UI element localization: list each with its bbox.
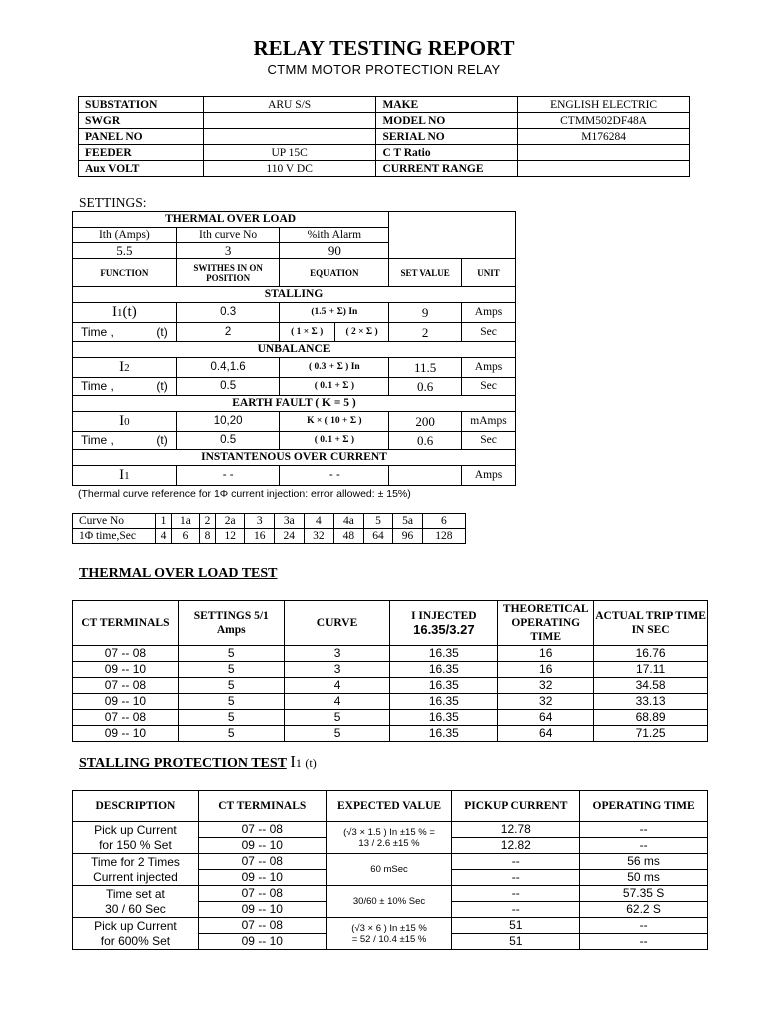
info-key: SERIAL NO xyxy=(376,129,518,145)
curve-no-cell: 2a xyxy=(215,514,245,529)
description-line: Pick up Current xyxy=(94,918,177,933)
operating-time-cell: -- xyxy=(580,838,708,854)
pickup-current-cell: 51 xyxy=(452,918,580,934)
table-cell: 5 xyxy=(178,726,284,742)
info-row xyxy=(79,113,690,129)
switches-header: SWITHES IN ON POSITION xyxy=(176,259,280,287)
curve-time-cell: 32 xyxy=(304,529,334,544)
table-cell: 71.25 xyxy=(594,726,708,742)
table-cell: 16.35 xyxy=(390,662,498,678)
table-cell: 5 xyxy=(284,726,390,742)
ct-terminal-cell: 07 -- 08 xyxy=(198,854,326,870)
report-title: RELAY TESTING REPORT xyxy=(253,36,515,60)
earth-fault-equation: K × ( 10 + Σ ) xyxy=(280,412,389,432)
thermal-overload-header: THERMAL OVER LOAD xyxy=(73,212,389,228)
earth-fault-switch: 10,20 xyxy=(176,412,280,432)
info-key: CURRENT RANGE xyxy=(376,161,518,177)
col-expected-value: EXPECTED VALUE xyxy=(326,791,452,822)
expected-line: (√3 × 6 ) In ±15 % xyxy=(351,922,427,934)
expected-value-cell xyxy=(326,822,452,854)
description-line: Current injected xyxy=(93,869,178,884)
expected-line: 30/60 ± 10% Sec xyxy=(352,896,426,907)
time-sec-label: 1Φ time,Sec xyxy=(73,529,156,544)
earth-fault-time-set-value: 0.6 xyxy=(389,432,462,450)
info-value xyxy=(203,129,376,145)
info-key: MODEL NO xyxy=(376,113,518,129)
settings-blank-cell xyxy=(389,212,516,259)
info-table xyxy=(78,96,690,177)
curve-no-cell: 5 xyxy=(363,514,393,529)
instantaneous-unit: Amps xyxy=(462,466,516,486)
curve-time-cell: 48 xyxy=(334,529,364,544)
description-cell xyxy=(73,918,199,950)
description-line: Time for 2 Times xyxy=(90,854,180,869)
earth-fault-time-function: Time , (t) xyxy=(73,432,177,450)
col-ct-terminals: CT TERMINALS xyxy=(198,791,326,822)
thermal-test-heading: THERMAL OVER LOAD TEST xyxy=(79,566,278,581)
curve-table xyxy=(72,513,466,544)
description-cell xyxy=(73,886,199,918)
thermal-curve-note: (Thermal curve reference for 1Φ current injection: error allowed: ± 15%) xyxy=(78,488,411,500)
table-cell: 09 -- 10 xyxy=(73,694,179,710)
stalling-time-function: Time , (t) xyxy=(73,323,177,342)
unbalance-header: UNBALANCE xyxy=(73,342,516,358)
ith-amps-value: 5.5 xyxy=(73,243,177,259)
function-header: FUNCTION xyxy=(73,259,177,287)
report-subtitle: CTMM MOTOR PROTECTION RELAY xyxy=(267,62,501,77)
operating-time-cell: -- xyxy=(580,934,708,950)
stalling-unit: Amps xyxy=(462,303,516,323)
table-cell: 16.35 xyxy=(390,678,498,694)
operating-time-cell: 56 ms xyxy=(580,854,708,870)
table-row xyxy=(73,726,708,742)
earth-fault-time-unit: Sec xyxy=(462,432,516,450)
pickup-current-cell: 12.78 xyxy=(452,822,580,838)
description-line: Pick up Current xyxy=(94,822,177,837)
table-cell: 4 xyxy=(284,678,390,694)
stalling-switch: 0.3 xyxy=(176,303,280,323)
curve-no-cell: 6 xyxy=(422,514,465,529)
table-row xyxy=(73,822,708,838)
expected-line: 60 mSec xyxy=(370,864,408,875)
pickup-current-cell: 12.82 xyxy=(452,838,580,854)
thermal-test-table xyxy=(72,600,708,742)
table-row xyxy=(73,854,708,870)
description-cell xyxy=(73,854,199,886)
unbalance-switch: 0.4,1.6 xyxy=(176,358,280,378)
table-cell: 16 xyxy=(498,646,594,662)
info-row xyxy=(79,145,690,161)
stalling-time-equation: ( 1 × Σ ) ( 2 × Σ ) xyxy=(280,323,389,342)
description-line: for 150 % Set xyxy=(99,837,172,852)
description-line: 30 / 60 Sec xyxy=(105,901,166,916)
pickup-current-cell: -- xyxy=(452,854,580,870)
table-cell: 16.35 xyxy=(390,646,498,662)
earth-fault-header: EARTH FAULT ( K = 5 ) xyxy=(73,396,516,412)
pickup-current-cell: -- xyxy=(452,902,580,918)
ct-terminal-cell: 07 -- 08 xyxy=(198,822,326,838)
operating-time-cell: 57.35 S xyxy=(580,886,708,902)
operating-time-cell: -- xyxy=(580,918,708,934)
curve-no-cell: 5a xyxy=(393,514,423,529)
curve-no-cell: 3a xyxy=(275,514,305,529)
info-value: M176284 xyxy=(518,129,690,145)
info-key: SUBSTATION xyxy=(79,97,204,113)
expected-line: 13 / 2.6 ±15 % xyxy=(358,837,420,849)
table-cell: 5 xyxy=(178,710,284,726)
curve-time-cell: 64 xyxy=(363,529,393,544)
operating-time-cell: -- xyxy=(580,822,708,838)
stalling-set-value: 9 xyxy=(389,303,462,323)
equation-header: EQUATION xyxy=(280,259,389,287)
unbalance-time-set-value: 0.6 xyxy=(389,378,462,396)
table-row xyxy=(73,646,708,662)
info-key: C T Ratio xyxy=(376,145,518,161)
table-cell: 16 xyxy=(498,662,594,678)
curve-time-cell: 6 xyxy=(171,529,199,544)
curve-no-cell: 4a xyxy=(334,514,364,529)
curve-time-cell: 12 xyxy=(215,529,245,544)
info-value: ARU S/S xyxy=(203,97,376,113)
unbalance-time-equation: ( 0.1 + Σ ) xyxy=(280,378,389,396)
earth-fault-unit: mAmps xyxy=(462,412,516,432)
info-key: MAKE xyxy=(376,97,518,113)
table-row xyxy=(73,918,708,934)
table-cell: 07 -- 08 xyxy=(73,646,179,662)
table-row xyxy=(73,694,708,710)
info-value xyxy=(518,161,690,177)
description-cell xyxy=(73,822,199,854)
info-key: PANEL NO xyxy=(79,129,204,145)
col-curve: CURVE xyxy=(284,601,390,646)
ith-alarm-value: 90 xyxy=(280,243,389,259)
stalling-header: STALLING xyxy=(73,287,516,303)
curve-time-cell: 128 xyxy=(422,529,465,544)
earth-fault-function: I0 xyxy=(73,412,177,432)
expected-value-cell xyxy=(326,854,452,886)
table-cell: 5 xyxy=(178,694,284,710)
table-cell: 34.58 xyxy=(594,678,708,694)
ith-amps-header: Ith (Amps) xyxy=(73,228,177,243)
ct-terminal-cell: 09 -- 10 xyxy=(198,838,326,854)
settings-label: SETTINGS: xyxy=(79,195,147,210)
description-line: Time set at xyxy=(105,886,165,901)
table-cell: 5 xyxy=(178,678,284,694)
info-key: FEEDER xyxy=(79,145,204,161)
info-key: Aux VOLT xyxy=(79,161,204,177)
instantaneous-header: INSTANTENOUS OVER CURRENT xyxy=(73,450,516,466)
stalling-time-unit: Sec xyxy=(462,323,516,342)
expected-line: (√3 × 1.5 ) In ±15 % = xyxy=(343,826,435,838)
info-value: CTMM502DF48A xyxy=(518,113,690,129)
instantaneous-function: I1 xyxy=(73,466,177,486)
info-value: 110 V DC xyxy=(203,161,376,177)
stalling-equation: (1.5 + Σ) In xyxy=(280,303,389,323)
instantaneous-switch: - - xyxy=(176,466,280,486)
ct-terminal-cell: 07 -- 08 xyxy=(198,886,326,902)
ith-curve-header: Ith curve No xyxy=(176,228,280,243)
table-cell: 16.35 xyxy=(390,726,498,742)
table-cell: 16.35 xyxy=(390,710,498,726)
info-value xyxy=(203,113,376,129)
info-value: UP 15C xyxy=(203,145,376,161)
table-cell: 32 xyxy=(498,678,594,694)
col-pickup-current: PICKUP CURRENT xyxy=(452,791,580,822)
ith-curve-value: 3 xyxy=(176,243,280,259)
table-cell: 68.89 xyxy=(594,710,708,726)
set-value-header: SET VALUE xyxy=(389,259,462,287)
stalling-time-switch: 2 xyxy=(176,323,280,342)
table-cell: 5 xyxy=(178,662,284,678)
instantaneous-equation: - - xyxy=(280,466,389,486)
stalling-time-set-value: 2 xyxy=(389,323,462,342)
curve-time-cell: 24 xyxy=(275,529,305,544)
earth-fault-time-equation: ( 0.1 + Σ ) xyxy=(280,432,389,450)
col-actual-trip-time: ACTUAL TRIP TIME IN SEC xyxy=(594,601,708,646)
stalling-test-table xyxy=(72,790,708,950)
table-cell: 07 -- 08 xyxy=(73,678,179,694)
pickup-current-cell: -- xyxy=(452,870,580,886)
expected-value-cell xyxy=(326,886,452,918)
ct-terminal-cell: 07 -- 08 xyxy=(198,918,326,934)
unit-header: UNIT xyxy=(462,259,516,287)
stalling-test-heading: STALLING PROTECTION TEST I1 (t) xyxy=(79,752,317,771)
table-cell: 64 xyxy=(498,710,594,726)
earth-fault-set-value: 200 xyxy=(389,412,462,432)
unbalance-time-function: Time , (t) xyxy=(73,378,177,396)
curve-time-cell: 4 xyxy=(156,529,172,544)
table-cell: 32 xyxy=(498,694,594,710)
operating-time-cell: 62.2 S xyxy=(580,902,708,918)
info-value xyxy=(518,145,690,161)
info-row xyxy=(79,161,690,177)
pickup-current-cell: 51 xyxy=(452,934,580,950)
info-row xyxy=(79,129,690,145)
pickup-current-cell: -- xyxy=(452,886,580,902)
unbalance-set-value: 11.5 xyxy=(389,358,462,378)
col-settings: SETTINGS 5/1 Amps xyxy=(178,601,284,646)
curve-no-cell: 1 xyxy=(156,514,172,529)
col-description: DESCRIPTION xyxy=(73,791,199,822)
expected-value-cell xyxy=(326,918,452,950)
table-row xyxy=(73,710,708,726)
stalling-function: I1(t) xyxy=(73,303,177,323)
unbalance-function: I2 xyxy=(73,358,177,378)
curve-no-cell: 4 xyxy=(304,514,334,529)
instantaneous-set-value xyxy=(389,466,462,486)
table-cell: 07 -- 08 xyxy=(73,710,179,726)
table-row xyxy=(73,886,708,902)
table-cell: 16.76 xyxy=(594,646,708,662)
curve-no-cell: 3 xyxy=(245,514,275,529)
table-cell: 64 xyxy=(498,726,594,742)
unbalance-time-switch: 0.5 xyxy=(176,378,280,396)
table-cell: 16.35 xyxy=(390,694,498,710)
table-cell: 09 -- 10 xyxy=(73,726,179,742)
table-cell: 4 xyxy=(284,694,390,710)
curve-time-cell: 96 xyxy=(393,529,423,544)
col-operating-time: OPERATING TIME xyxy=(580,791,708,822)
col-ct-terminals: CT TERMINALS xyxy=(73,601,179,646)
expected-line: = 52 / 10.4 ±15 % xyxy=(351,933,427,945)
curve-time-cell: 8 xyxy=(199,529,215,544)
curve-no-cell: 1a xyxy=(171,514,199,529)
table-cell: 33.13 xyxy=(594,694,708,710)
table-row xyxy=(73,678,708,694)
description-line: for 600% Set xyxy=(100,933,171,948)
ct-terminal-cell: 09 -- 10 xyxy=(198,870,326,886)
table-cell: 5 xyxy=(178,646,284,662)
col-theoretical-time: THEORETICAL OPERATING TIME xyxy=(498,601,594,646)
operating-time-cell: 50 ms xyxy=(580,870,708,886)
table-cell: 3 xyxy=(284,662,390,678)
ct-terminal-cell: 09 -- 10 xyxy=(198,934,326,950)
table-cell: 3 xyxy=(284,646,390,662)
info-key: SWGR xyxy=(79,113,204,129)
unbalance-equation: ( 0.3 + Σ ) In xyxy=(280,358,389,378)
info-row xyxy=(79,97,690,113)
col-i-injected: I INJECTED 16.35/3.27 xyxy=(390,601,498,646)
curve-time-cell: 16 xyxy=(245,529,275,544)
table-cell: 5 xyxy=(284,710,390,726)
unbalance-unit: Amps xyxy=(462,358,516,378)
table-cell: 17.11 xyxy=(594,662,708,678)
info-value: ENGLISH ELECTRIC xyxy=(518,97,690,113)
table-row xyxy=(73,662,708,678)
curve-no-label: Curve No xyxy=(73,514,156,529)
unbalance-time-unit: Sec xyxy=(462,378,516,396)
table-cell: 09 -- 10 xyxy=(73,662,179,678)
settings-table xyxy=(72,211,516,486)
curve-no-cell: 2 xyxy=(199,514,215,529)
earth-fault-time-switch: 0.5 xyxy=(176,432,280,450)
ith-alarm-header: %ith Alarm xyxy=(280,228,389,243)
ct-terminal-cell: 09 -- 10 xyxy=(198,902,326,918)
